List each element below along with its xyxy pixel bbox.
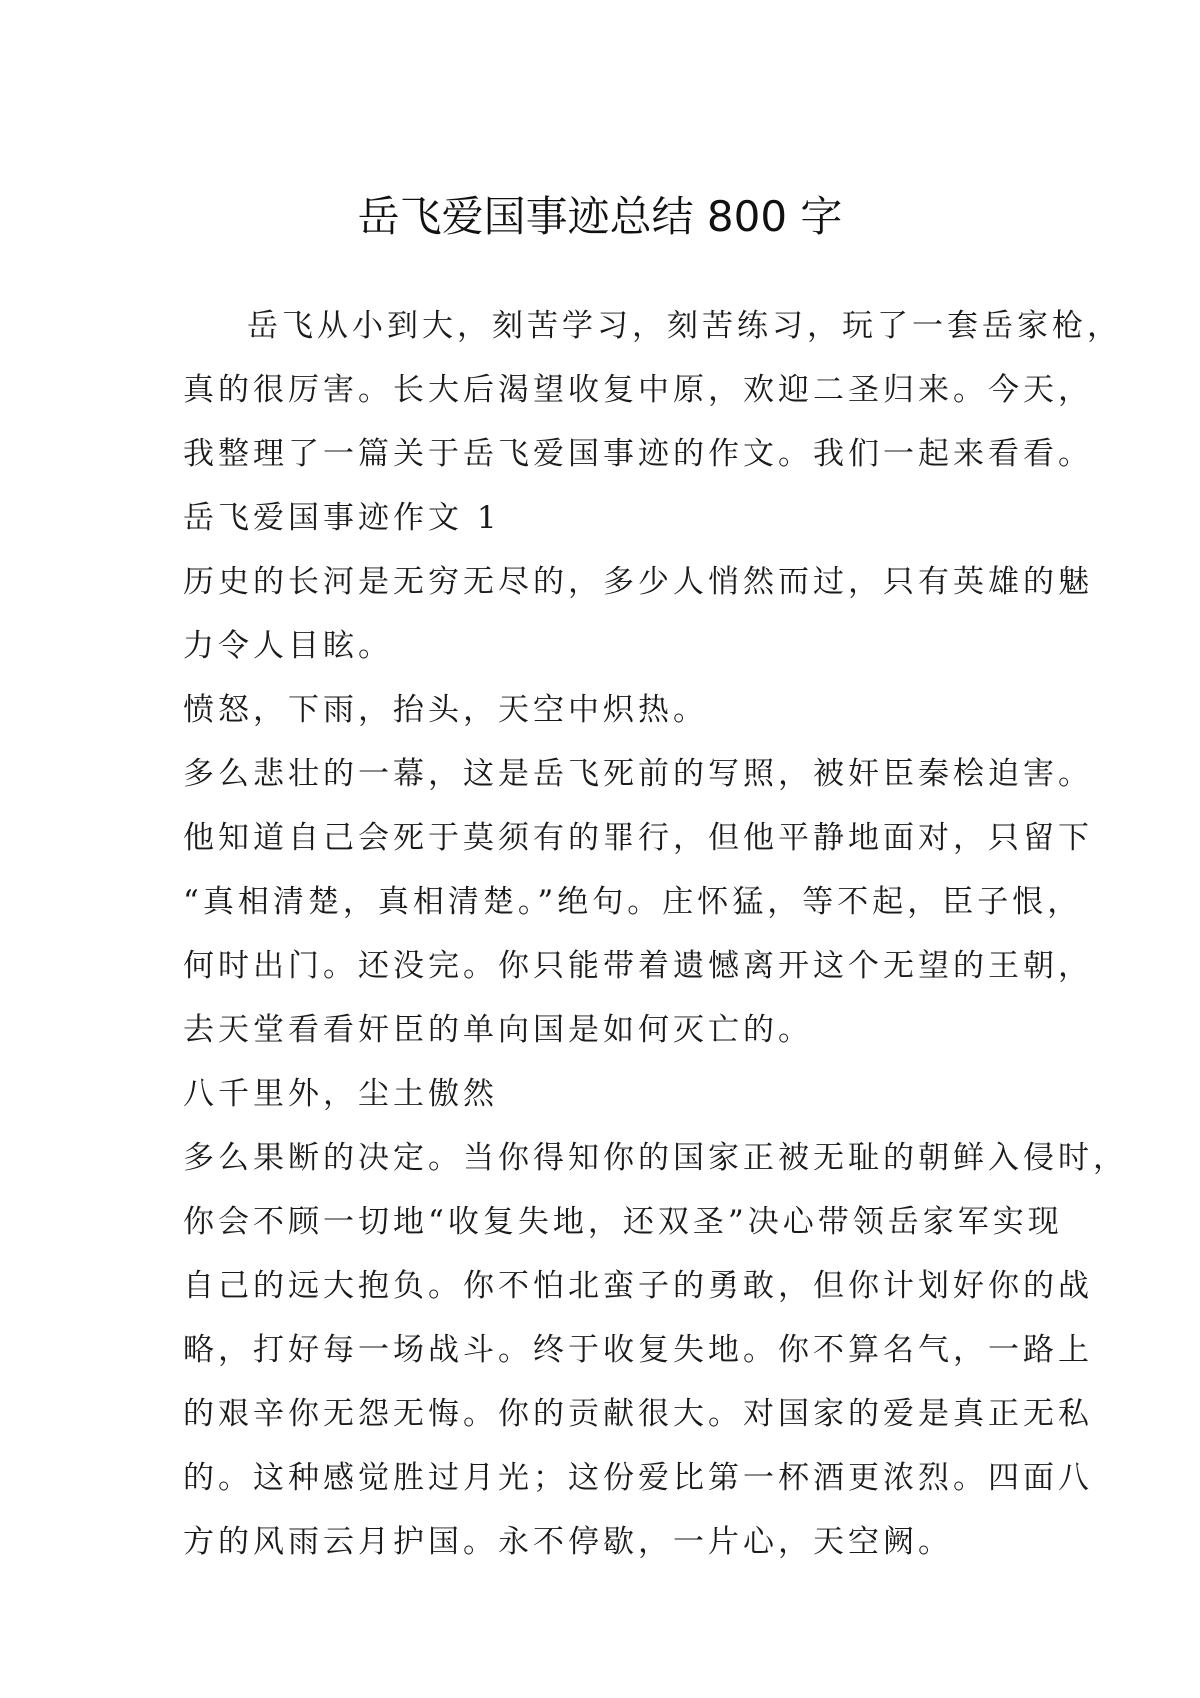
paragraph-line: 何时出门。还没完。你只能带着遗憾离开这个无望的王朝，: [183, 948, 1093, 984]
paragraph-line: 去天堂看看奸臣的单向国是如何灭亡的。: [183, 1012, 813, 1048]
paragraph-line: 历史的长河是无穷无尽的，多少人悄然而过，只有英雄的魅: [183, 564, 1093, 600]
paragraph-line: 自己的远大抱负。你不怕北蛮子的勇敢，但你计划好你的战: [183, 1268, 1093, 1304]
paragraph-line: 你会不顾一切地“收复失地，还双圣”决心带领岳家军实现: [183, 1204, 1063, 1240]
paragraph-line: 的艰辛你无怨无悔。你的贡献很大。对国家的爱是真正无私: [183, 1396, 1093, 1432]
paragraph-line: 我整理了一篇关于岳飞爱国事迹的作文。我们一起来看看。: [183, 436, 1093, 472]
paragraph-line: 八千里外，尘土傲然: [183, 1076, 498, 1112]
paragraph-line: 岳飞从小到大，刻苦学习，刻苦练习，玩了一套岳家枪，: [247, 308, 1122, 344]
paragraph-line: 方的风雨云月护国。永不停歇，一片心，天空阙。: [183, 1524, 953, 1560]
paragraph-line: 的。这种感觉胜过月光；这份爱比第一杯酒更浓烈。四面八: [183, 1460, 1093, 1496]
document-body: [183, 294, 1128, 1574]
document-title: 岳飞爱国事迹总结 800 字: [357, 192, 843, 241]
paragraph-line: 略，打好每一场战斗。终于收复失地。你不算名气，一路上: [183, 1332, 1093, 1368]
paragraph-line: “真相清楚，真相清楚。”绝句。庄怀猛，等不起，臣子恨，: [183, 884, 1083, 920]
paragraph-line: 多么悲壮的一幕，这是岳飞死前的写照，被奸臣秦桧迫害。: [183, 756, 1093, 792]
paragraph-line: 真的很厉害。长大后渴望收复中原，欢迎二圣归来。今天，: [183, 372, 1093, 408]
section-heading: 岳飞爱国事迹作文 1: [183, 500, 501, 536]
paragraph-line: 他知道自己会死于莫须有的罪行，但他平静地面对，只留下: [183, 820, 1093, 856]
paragraph-line: 多么果断的决定。当你得知你的国家正被无耻的朝鲜入侵时，: [183, 1140, 1128, 1176]
paragraph-line: 愤怒，下雨，抬头，天空中炽热。: [183, 692, 708, 728]
paragraph-line: 力令人目眩。: [183, 628, 393, 664]
